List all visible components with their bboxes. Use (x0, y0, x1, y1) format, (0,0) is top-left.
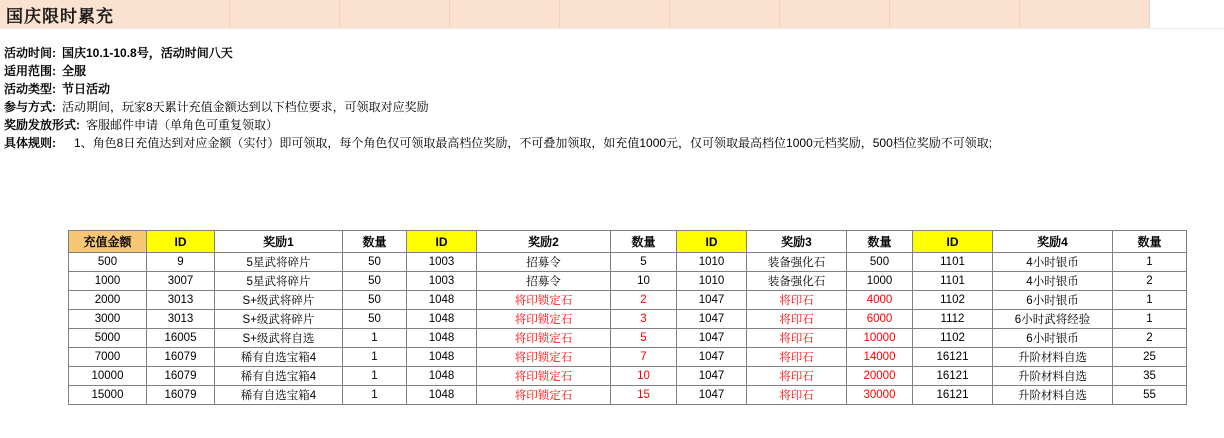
table-row (69, 367, 1187, 386)
table-cell: 3013 (147, 291, 215, 310)
info-value: 节日活动 (62, 82, 111, 96)
table-cell: 升阶材料自选 (993, 348, 1113, 367)
table-cell: 14000 (847, 348, 913, 367)
table-cell: 5星武将碎片 (215, 272, 343, 291)
table-header-row (69, 231, 1187, 253)
table-header-cell: 数量 (343, 231, 407, 253)
table-cell: 1010 (677, 272, 747, 291)
table-cell: 1101 (913, 253, 993, 272)
table-cell: 4000 (847, 291, 913, 310)
table-cell: 1047 (677, 291, 747, 310)
table-cell: 5000 (69, 329, 147, 348)
table-cell: 稀有自选宝箱4 (215, 367, 343, 386)
table-cell: 1010 (677, 253, 747, 272)
table-row (69, 253, 1187, 272)
banner-right-filler (1150, 0, 1224, 29)
info-label: 奖励发放形式: (4, 118, 80, 132)
info-row (0, 62, 1224, 80)
table-cell: 25 (1113, 348, 1187, 367)
table-cell: S+级武将碎片 (215, 310, 343, 329)
table-cell: 将印石 (747, 291, 847, 310)
table-header-cell: ID (677, 231, 747, 253)
table-cell: 10000 (847, 329, 913, 348)
table-cell: 1 (1113, 310, 1187, 329)
table-cell: 16121 (913, 348, 993, 367)
table-cell: 升阶材料自选 (993, 386, 1113, 405)
table-cell: 将印石 (747, 329, 847, 348)
table-cell: 1048 (407, 367, 477, 386)
table-cell: 4小时银币 (993, 272, 1113, 291)
info-label: 参与方式: (4, 100, 56, 114)
info-value: 活动期间，玩家8天累计充值金额达到以下档位要求，可领取对应奖励 (62, 100, 429, 114)
table-cell: 将印石 (747, 367, 847, 386)
table-cell: 稀有自选宝箱4 (215, 386, 343, 405)
table-cell: 将印锁定石 (477, 310, 611, 329)
table-cell: 1048 (407, 291, 477, 310)
table-cell: 1000 (69, 272, 147, 291)
info-row (0, 116, 1224, 134)
table-cell: 1 (1113, 253, 1187, 272)
table-row (69, 348, 1187, 367)
table-cell: 1 (343, 386, 407, 405)
table-cell: 5星武将碎片 (215, 253, 343, 272)
info-value: 客服邮件申请（单角色可重复领取） (86, 118, 279, 132)
info-row (0, 44, 1224, 62)
table-cell: 15 (611, 386, 677, 405)
table-cell: 10 (611, 272, 677, 291)
table-cell: 2 (1113, 272, 1187, 291)
table-header-cell: ID (913, 231, 993, 253)
table-body (69, 253, 1187, 405)
table-cell: 30000 (847, 386, 913, 405)
table-cell: 1048 (407, 329, 477, 348)
info-label: 适用范围: (4, 64, 56, 78)
table-cell: 55 (1113, 386, 1187, 405)
table-cell: 1048 (407, 310, 477, 329)
table-cell: 1 (343, 329, 407, 348)
activity-info-block (0, 44, 1224, 152)
table-cell: 将印锁定石 (477, 348, 611, 367)
table-cell: 装备强化石 (747, 272, 847, 291)
table-cell: 1000 (847, 272, 913, 291)
info-row (0, 134, 1224, 152)
table-cell: 4小时银币 (993, 253, 1113, 272)
table-cell: 7000 (69, 348, 147, 367)
table-cell: 2000 (69, 291, 147, 310)
banner-cell-3 (450, 0, 560, 28)
table-cell: 50 (343, 291, 407, 310)
table-cell: 3000 (69, 310, 147, 329)
table-cell: 1 (1113, 291, 1187, 310)
table-header-cell: 奖励4 (993, 231, 1113, 253)
info-value: 1、角色8日充值达到对应金额（实付）即可领取，每个角色仅可领取最高档位奖励，不可叠加领取，如充值1000元，仅可领取最高档位1000元档奖励，500档位奖励不可领取; (74, 136, 993, 150)
table-cell: 1047 (677, 310, 747, 329)
table-cell: S+级武将碎片 (215, 291, 343, 310)
table-cell: 1003 (407, 253, 477, 272)
table-cell: 1047 (677, 367, 747, 386)
table-cell: 升阶材料自选 (993, 367, 1113, 386)
table-cell: 将印锁定石 (477, 367, 611, 386)
table-cell: 1003 (407, 272, 477, 291)
table-cell: 10 (611, 367, 677, 386)
table-cell: 1102 (913, 329, 993, 348)
rewards-table (68, 230, 1187, 405)
table-cell: 1048 (407, 348, 477, 367)
table-cell: 6小时银币 (993, 329, 1113, 348)
table-header-cell: ID (407, 231, 477, 253)
banner-cell-4 (560, 0, 670, 28)
banner-cell-grid (0, 0, 1150, 28)
table-header-cell: 奖励1 (215, 231, 343, 253)
table-cell: 5 (611, 253, 677, 272)
banner-cell-7 (890, 0, 1020, 28)
table-cell: 5 (611, 329, 677, 348)
table-cell: 稀有自选宝箱4 (215, 348, 343, 367)
table-cell: 1047 (677, 348, 747, 367)
table-cell: 20000 (847, 367, 913, 386)
table-cell: 35 (1113, 367, 1187, 386)
banner-cell-6 (780, 0, 890, 28)
info-label: 活动类型: (4, 82, 56, 96)
table-cell: 16121 (913, 367, 993, 386)
banner-cell-2 (340, 0, 450, 28)
table-cell: 1101 (913, 272, 993, 291)
table-cell: 50 (343, 272, 407, 291)
table-cell: 将印锁定石 (477, 329, 611, 348)
table-header-cell: 奖励2 (477, 231, 611, 253)
table-row (69, 310, 1187, 329)
table-cell: 1 (343, 348, 407, 367)
banner-cell-1 (230, 0, 340, 28)
info-value: 全服 (62, 64, 87, 78)
table-cell: S+级武将自选 (215, 329, 343, 348)
table-cell: 1 (343, 367, 407, 386)
table-cell: 500 (69, 253, 147, 272)
title-banner (0, 0, 1150, 29)
banner-cell-8 (1020, 0, 1150, 28)
table-cell: 16079 (147, 386, 215, 405)
table-cell: 招募令 (477, 253, 611, 272)
table-header-cell: 数量 (611, 231, 677, 253)
table-cell: 将印锁定石 (477, 386, 611, 405)
table-cell: 6000 (847, 310, 913, 329)
table-cell: 将印锁定石 (477, 291, 611, 310)
info-label: 活动时间: (4, 46, 56, 60)
table-cell: 6小时武将经验 (993, 310, 1113, 329)
table-cell: 3013 (147, 310, 215, 329)
table-cell: 50 (343, 253, 407, 272)
table-cell: 500 (847, 253, 913, 272)
page-title: 国庆限时累充 (6, 6, 114, 26)
info-row (0, 80, 1224, 98)
table-cell: 3 (611, 310, 677, 329)
table-cell: 9 (147, 253, 215, 272)
table-cell: 将印石 (747, 348, 847, 367)
table-header-cell: ID (147, 231, 215, 253)
table-row (69, 272, 1187, 291)
table-cell: 2 (1113, 329, 1187, 348)
table-header-cell: 奖励3 (747, 231, 847, 253)
table-cell: 16121 (913, 386, 993, 405)
table-cell: 16079 (147, 367, 215, 386)
table-cell: 1112 (913, 310, 993, 329)
table-header-cell: 充值金额 (69, 231, 147, 253)
table-cell: 招募令 (477, 272, 611, 291)
table-row (69, 386, 1187, 405)
info-row (0, 98, 1224, 116)
table-header-cell: 数量 (1113, 231, 1187, 253)
table-row (69, 329, 1187, 348)
table-cell: 7 (611, 348, 677, 367)
table-row (69, 291, 1187, 310)
table-cell: 1047 (677, 329, 747, 348)
info-label: 具体规则: (4, 136, 56, 150)
banner-cell-5 (670, 0, 780, 28)
table-cell: 3007 (147, 272, 215, 291)
table-cell: 16005 (147, 329, 215, 348)
table-cell: 10000 (69, 367, 147, 386)
table-cell: 2 (611, 291, 677, 310)
table-cell: 15000 (69, 386, 147, 405)
table-cell: 6小时银币 (993, 291, 1113, 310)
table-header-cell: 数量 (847, 231, 913, 253)
table-cell: 1048 (407, 386, 477, 405)
table-cell: 将印石 (747, 386, 847, 405)
table-cell: 1047 (677, 386, 747, 405)
table-cell: 将印石 (747, 310, 847, 329)
table-cell: 50 (343, 310, 407, 329)
table-cell: 1102 (913, 291, 993, 310)
rewards-table-wrap (68, 230, 1187, 405)
info-value: 国庆10.1-10.8号，活动时间八天 (62, 46, 233, 60)
table-cell: 16079 (147, 348, 215, 367)
table-cell: 装备强化石 (747, 253, 847, 272)
